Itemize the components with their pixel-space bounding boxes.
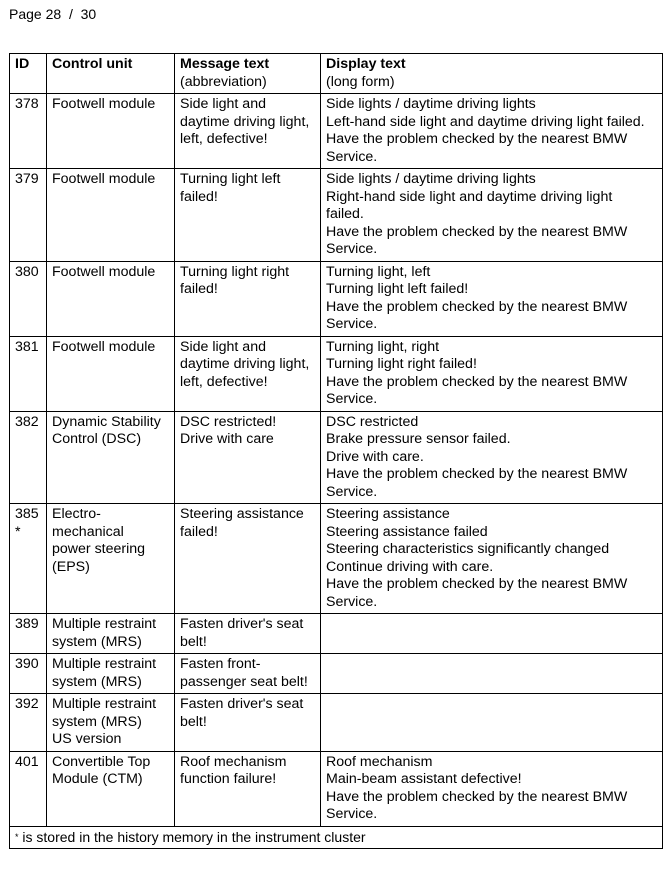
display-line: Have the problem checked by the nearest BMW	[326, 298, 628, 315]
cell-control-unit	[47, 654, 175, 694]
row-id: 401	[15, 753, 39, 770]
cell-control-unit	[47, 504, 175, 614]
control-unit-line: Footwell module	[52, 263, 156, 280]
table-body	[10, 94, 663, 827]
cell-control-unit	[47, 411, 175, 504]
display-line: Steering assistance	[326, 506, 450, 522]
display-line: Steering assistance failed	[326, 523, 488, 540]
display-line: Service.	[326, 483, 378, 500]
message-line: left, defective!	[180, 373, 268, 390]
header-control-unit-label: Control unit	[52, 56, 133, 72]
display-line: Turning light right failed!	[326, 356, 477, 372]
cell-message-text	[175, 336, 321, 411]
row-id: 379	[15, 171, 39, 187]
message-line: daytime driving light,	[180, 356, 310, 372]
header-message-sub: (abbreviation)	[180, 73, 267, 90]
cell-message-text	[175, 261, 321, 336]
display-line: Have the problem checked by the nearest BMW	[326, 466, 628, 482]
cell-message-text	[175, 94, 321, 169]
cell-control-unit	[47, 694, 175, 752]
row-id: 392	[15, 696, 39, 712]
display-line: Service.	[326, 148, 378, 165]
cell-id	[10, 504, 47, 614]
display-line: Have the problem checked by the nearest BMW	[326, 131, 628, 147]
header-display-sub: (long form)	[326, 73, 395, 90]
display-line: DSC restricted	[326, 413, 419, 430]
message-line: Turning light left	[180, 171, 281, 187]
cell-display-text	[321, 694, 663, 752]
message-line: Turning light right	[180, 263, 290, 280]
cell-display-text	[321, 751, 663, 826]
row-id: 385	[15, 506, 39, 522]
display-line: Left-hand side light and daytime driving light failed.	[326, 113, 645, 130]
display-line: Service.	[326, 391, 378, 407]
message-line: Drive with care	[180, 431, 274, 447]
display-line: Steering characteristics significantly changed	[326, 541, 610, 557]
cell-display-text	[321, 614, 663, 654]
cell-display-text	[321, 504, 663, 614]
cell-id	[10, 614, 47, 654]
display-line: Side lights / daytime driving lights	[326, 96, 536, 112]
message-line: passenger seat belt!	[180, 673, 308, 690]
message-line: Fasten front-	[180, 656, 261, 672]
display-line: Turning light left failed!	[326, 281, 469, 297]
message-line: Fasten driver's seat	[180, 696, 304, 712]
control-unit-line: Electro-	[52, 506, 101, 522]
row-id: 381	[15, 338, 39, 355]
display-line: Side lights / daytime driving lights	[326, 171, 536, 187]
table-row	[10, 411, 663, 504]
page-indicator: Page 28 / 30	[9, 6, 97, 22]
display-line: Service.	[326, 593, 378, 610]
control-unit-line: Multiple restraint	[52, 616, 157, 632]
message-line: daytime driving light,	[180, 113, 310, 130]
cell-control-unit	[47, 614, 175, 654]
display-line: Have the problem checked by the nearest BMW	[326, 223, 628, 240]
table-row	[10, 94, 663, 169]
table-row	[10, 751, 663, 826]
cell-id	[10, 261, 47, 336]
cell-display-text	[321, 654, 663, 694]
message-line: Side light and	[180, 338, 266, 355]
row-id: *	[15, 523, 21, 540]
display-line: failed.	[326, 206, 364, 222]
control-unit-line: US version	[52, 731, 122, 747]
display-line: Roof mechanism	[326, 753, 433, 770]
cell-message-text	[175, 614, 321, 654]
table-header-row	[10, 54, 663, 94]
cell-control-unit	[47, 261, 175, 336]
cell-display-text	[321, 261, 663, 336]
display-line: Turning light, right	[326, 338, 440, 355]
cell-id	[10, 751, 47, 826]
footnote-marker: *	[15, 831, 19, 842]
control-unit-line: system (MRS)	[52, 673, 142, 690]
control-unit-line: system (MRS)	[52, 713, 142, 730]
message-line: Side light and	[180, 96, 266, 112]
table-row	[10, 169, 663, 262]
control-unit-line: Control (DSC)	[52, 431, 142, 447]
table-row	[10, 336, 663, 411]
cell-id	[10, 169, 47, 262]
display-line: Have the problem checked by the nearest BMW	[326, 788, 628, 805]
control-unit-line: Module (CTM)	[52, 771, 143, 787]
display-line: Service.	[326, 806, 378, 822]
control-unit-line: Dynamic Stability	[52, 413, 161, 430]
display-line: Service.	[326, 316, 378, 332]
row-id: 380	[15, 263, 39, 280]
message-line: belt!	[180, 633, 207, 650]
message-line: failed!	[180, 188, 218, 205]
table-row	[10, 654, 663, 694]
header-id-label: ID	[15, 56, 30, 72]
control-unit-line: Convertible Top	[52, 753, 151, 770]
footnote-text: is stored in the history memory in the instrument cluster	[18, 828, 366, 845]
header-display-title: Display text	[326, 56, 406, 72]
footnote-row	[10, 826, 663, 849]
display-line: Right-hand side light and daytime driving light	[326, 188, 613, 205]
control-unit-line: Multiple restraint	[52, 696, 157, 712]
row-id: 390	[15, 656, 39, 672]
display-line: Main-beam assistant defective!	[326, 771, 522, 787]
message-line: Fasten driver's seat	[180, 616, 304, 632]
message-line: left, defective!	[180, 131, 268, 147]
table-row	[10, 614, 663, 654]
row-id: 389	[15, 616, 39, 632]
control-unit-line: Footwell module	[52, 96, 156, 112]
cell-message-text	[175, 504, 321, 614]
cell-id	[10, 94, 47, 169]
header-id	[10, 54, 47, 94]
display-line: Brake pressure sensor failed.	[326, 431, 511, 447]
cell-id	[10, 411, 47, 504]
message-line: failed!	[180, 281, 218, 297]
message-line: belt!	[180, 713, 207, 730]
cell-display-text	[321, 94, 663, 169]
display-line: Drive with care.	[326, 448, 424, 465]
display-line: Turning light, left	[326, 263, 431, 280]
row-id: 382	[15, 413, 39, 430]
cell-control-unit	[47, 336, 175, 411]
header-control-unit	[47, 54, 175, 94]
display-line: Service.	[326, 241, 378, 257]
control-unit-line: Footwell module	[52, 171, 156, 187]
message-line: DSC restricted!	[180, 413, 277, 430]
cell-control-unit	[47, 169, 175, 262]
header-message-text	[175, 54, 321, 94]
header-display-text	[321, 54, 663, 94]
control-unit-line: Multiple restraint	[52, 656, 157, 672]
cell-message-text	[175, 694, 321, 752]
control-unit-message-table	[9, 53, 663, 849]
message-line: Steering assistance	[180, 506, 304, 522]
cell-id	[10, 336, 47, 411]
cell-display-text	[321, 411, 663, 504]
display-line: Have the problem checked by the nearest BMW	[326, 576, 628, 592]
display-line: Have the problem checked by the nearest BMW	[326, 373, 628, 390]
message-line: Roof mechanism	[180, 753, 287, 770]
cell-control-unit	[47, 751, 175, 826]
cell-display-text	[321, 336, 663, 411]
control-unit-line: mechanical	[52, 523, 124, 540]
table-row	[10, 694, 663, 752]
cell-message-text	[175, 654, 321, 694]
footnote-cell	[10, 826, 663, 849]
display-line: Continue driving with care.	[326, 558, 494, 575]
message-line: function failure!	[180, 771, 277, 787]
cell-id	[10, 654, 47, 694]
header-message-title: Message text	[180, 56, 270, 72]
cell-control-unit	[47, 94, 175, 169]
control-unit-line: power steering	[52, 541, 146, 557]
control-unit-line: Footwell module	[52, 338, 156, 355]
table-row	[10, 504, 663, 614]
control-unit-line: (EPS)	[52, 558, 90, 575]
cell-message-text	[175, 169, 321, 262]
cell-id	[10, 694, 47, 752]
cell-message-text	[175, 751, 321, 826]
row-id: 378	[15, 96, 39, 112]
cell-message-text	[175, 411, 321, 504]
message-line: failed!	[180, 523, 218, 540]
control-unit-line: system (MRS)	[52, 633, 142, 650]
cell-display-text	[321, 169, 663, 262]
table-row	[10, 261, 663, 336]
